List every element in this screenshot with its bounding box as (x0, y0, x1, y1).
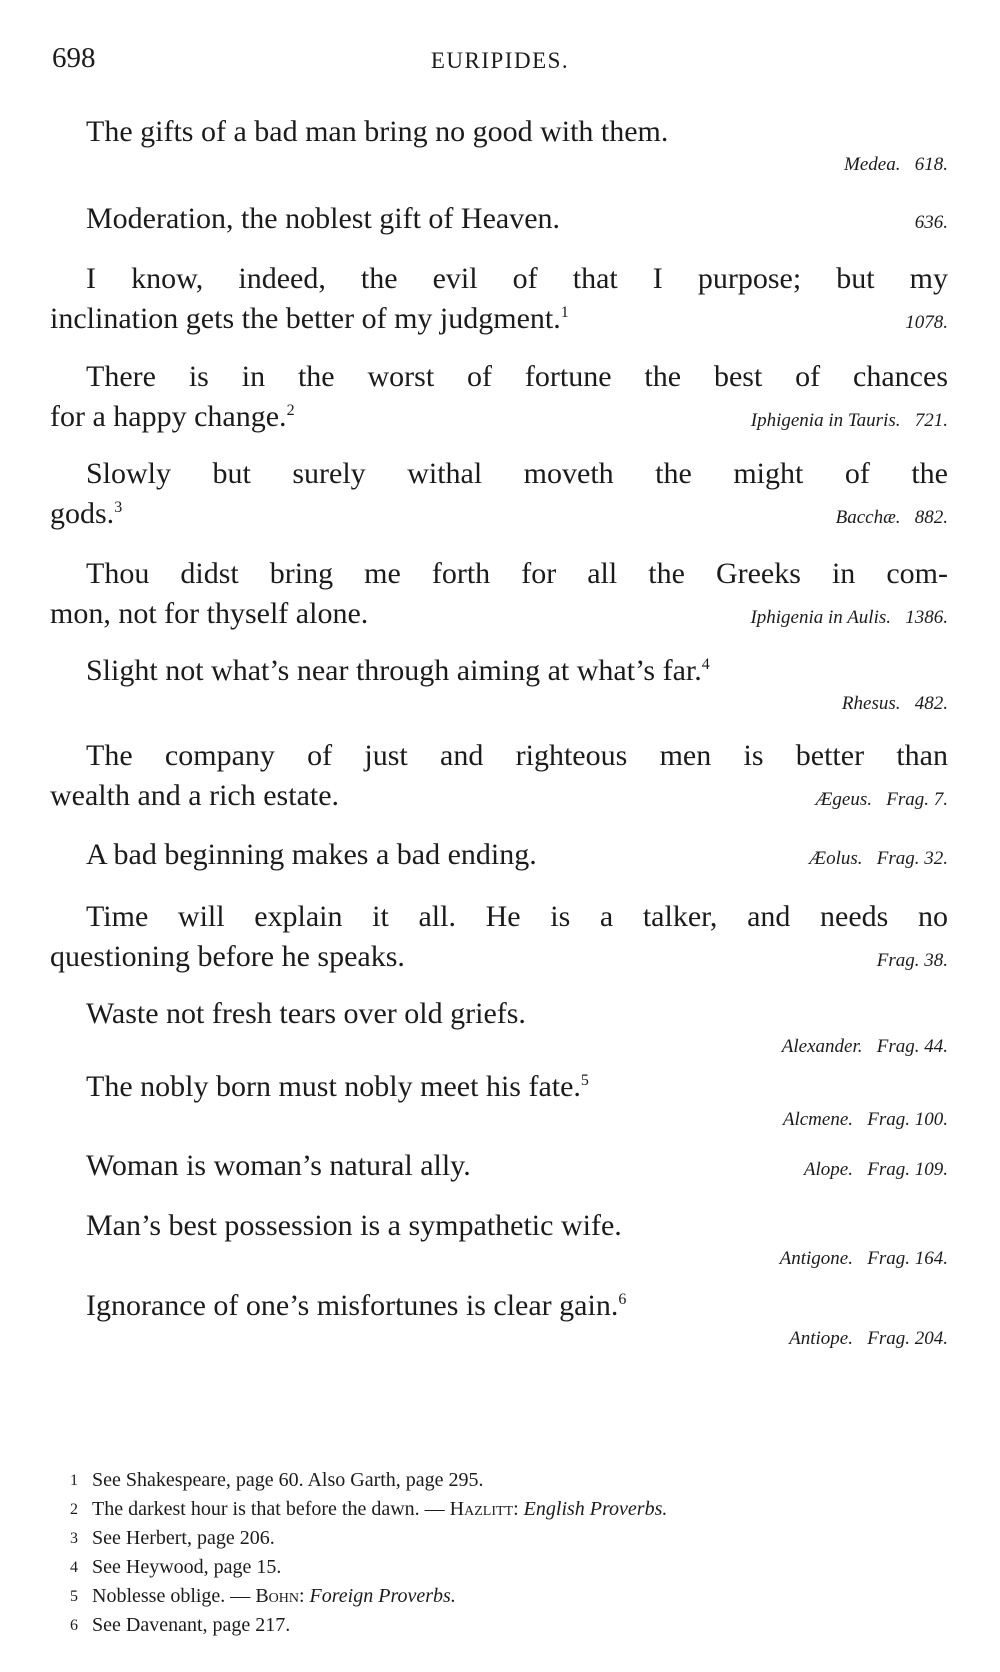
quote-text-line: I know, indeed, the evil of that I purpose; but my (86, 262, 948, 295)
quote-text: Woman is woman’s natural ally. (86, 1149, 471, 1182)
quote-text-line: Time will explain it all. He is a talker, and needs no (86, 900, 948, 933)
quote-citation: Alexander. Frag. 44. (781, 1036, 948, 1057)
quote-text-line: Slowly but surely withal moveth the might of the (86, 457, 948, 490)
footnote-number: 6 (70, 1617, 78, 1634)
quote-text-line: inclination gets the better of my judgment. (50, 302, 561, 335)
quote-entry (50, 1067, 948, 1133)
quote-citation: Æolus. Frag. 32. (809, 848, 948, 869)
footnote (70, 1495, 950, 1524)
footnote (70, 1524, 950, 1553)
footnote-text: The darkest hour is that before the dawn. — (92, 1498, 450, 1520)
quote-citation: Antiope. Frag. 204. (789, 1328, 948, 1349)
quote-text: Waste not fresh tears over old griefs. (86, 997, 526, 1030)
quote-citation: 1078. (905, 312, 948, 333)
footnote-marker: 4 (701, 656, 710, 673)
footnote-work: Foreign Proverbs. (309, 1585, 456, 1607)
footnote-number: 5 (70, 1588, 78, 1605)
quote-text-line: mon, not for thyself alone. (50, 597, 369, 630)
quote-citation: Ægeus. Frag. 7. (815, 789, 948, 810)
footnote-marker: 2 (286, 402, 295, 419)
footnote (70, 1611, 950, 1640)
running-title: EURIPIDES. (430, 48, 570, 73)
quote-entry (50, 1146, 948, 1190)
footnote-marker: 1 (560, 304, 569, 321)
quote-entry (50, 259, 948, 343)
quote-citation: 636. (914, 212, 948, 233)
quote-citation: Iphigenia in Tauris. 721. (750, 410, 948, 431)
quote-text-line: The company of just and righteous men is better than (86, 739, 948, 772)
quote-entry (50, 897, 948, 981)
quote-entry (50, 736, 948, 820)
footnote-number: 4 (70, 1559, 78, 1576)
footnote-separator: : (298, 1585, 310, 1607)
quote-text-line: There is in the worst of fortune the best of chances (86, 360, 948, 393)
quote-citation: Alope. Frag. 109. (803, 1159, 948, 1180)
footnote-number: 2 (70, 1501, 78, 1518)
quote-citation: Rhesus. 482. (841, 693, 948, 714)
footnote-number: 1 (70, 1472, 78, 1489)
quote-text: Man’s best possession is a sympathetic wife. (86, 1209, 622, 1242)
footnote (70, 1582, 950, 1611)
quote-entry (50, 454, 948, 538)
quote-citation: Antigone. Frag. 164. (779, 1248, 948, 1269)
quote-entry (50, 112, 948, 178)
quote-entry (50, 994, 948, 1060)
footnote-text: See Shakespeare, page 60. Also Garth, page 295. (92, 1469, 484, 1491)
footnote-marker: 6 (618, 1291, 627, 1308)
quote-citation: Medea. 618. (844, 154, 948, 175)
quote-citation: Iphigenia in Aulis. 1386. (750, 607, 948, 628)
quote-entry (50, 835, 948, 879)
quote-text: The gifts of a bad man bring no good with them. (86, 115, 669, 148)
quote-entry (50, 357, 948, 441)
quote-entry (50, 1286, 948, 1352)
footnote (70, 1466, 950, 1495)
footnote-text: See Heywood, page 15. (92, 1556, 282, 1578)
quote-text: Slight not what’s near through aiming at what’s far. (86, 654, 702, 687)
footnotes (70, 1466, 950, 1640)
quote-entry (50, 1206, 948, 1272)
quote-entry (50, 199, 948, 243)
quote-text-line: gods. (50, 497, 115, 530)
footnote-marker: 5 (580, 1072, 589, 1089)
footnote-separator: : (513, 1498, 524, 1520)
footnote-text: See Herbert, page 206. (92, 1527, 275, 1549)
footnote-author: Hazlitt (449, 1498, 514, 1520)
footnote (70, 1553, 950, 1582)
footnote-marker: 3 (114, 499, 123, 516)
quote-text: The nobly born must nobly meet his fate. (86, 1070, 581, 1103)
page-number: 698 (52, 42, 96, 74)
footnote-author: Bohn (255, 1585, 299, 1607)
footnote-work: English Proverbs. (523, 1498, 668, 1520)
quote-text: Moderation, the noblest gift of Heaven. (86, 202, 561, 235)
quote-text-line: questioning before he speaks. (50, 940, 405, 973)
quote-text-line: Thou didst bring me forth for all the Greeks in com- (86, 557, 948, 590)
quote-text: Ignorance of one’s misfortunes is clear gain. (86, 1289, 619, 1322)
quote-entry (50, 651, 948, 717)
page-header (52, 42, 948, 82)
quote-citation: Frag. 38. (876, 950, 948, 971)
quote-citation: Bacchæ. 882. (835, 507, 948, 528)
quote-text-line: wealth and a rich estate. (50, 779, 340, 812)
quote-text: A bad beginning makes a bad ending. (86, 838, 537, 871)
quote-entry (50, 554, 948, 638)
footnote-text: See Davenant, page 217. (92, 1614, 291, 1636)
footnote-text: Noblesse oblige. — (92, 1585, 256, 1607)
quote-text-line: for a happy change. (50, 400, 287, 433)
footnote-number: 3 (70, 1530, 78, 1547)
quote-citation: Alcmene. Frag. 100. (782, 1109, 948, 1130)
